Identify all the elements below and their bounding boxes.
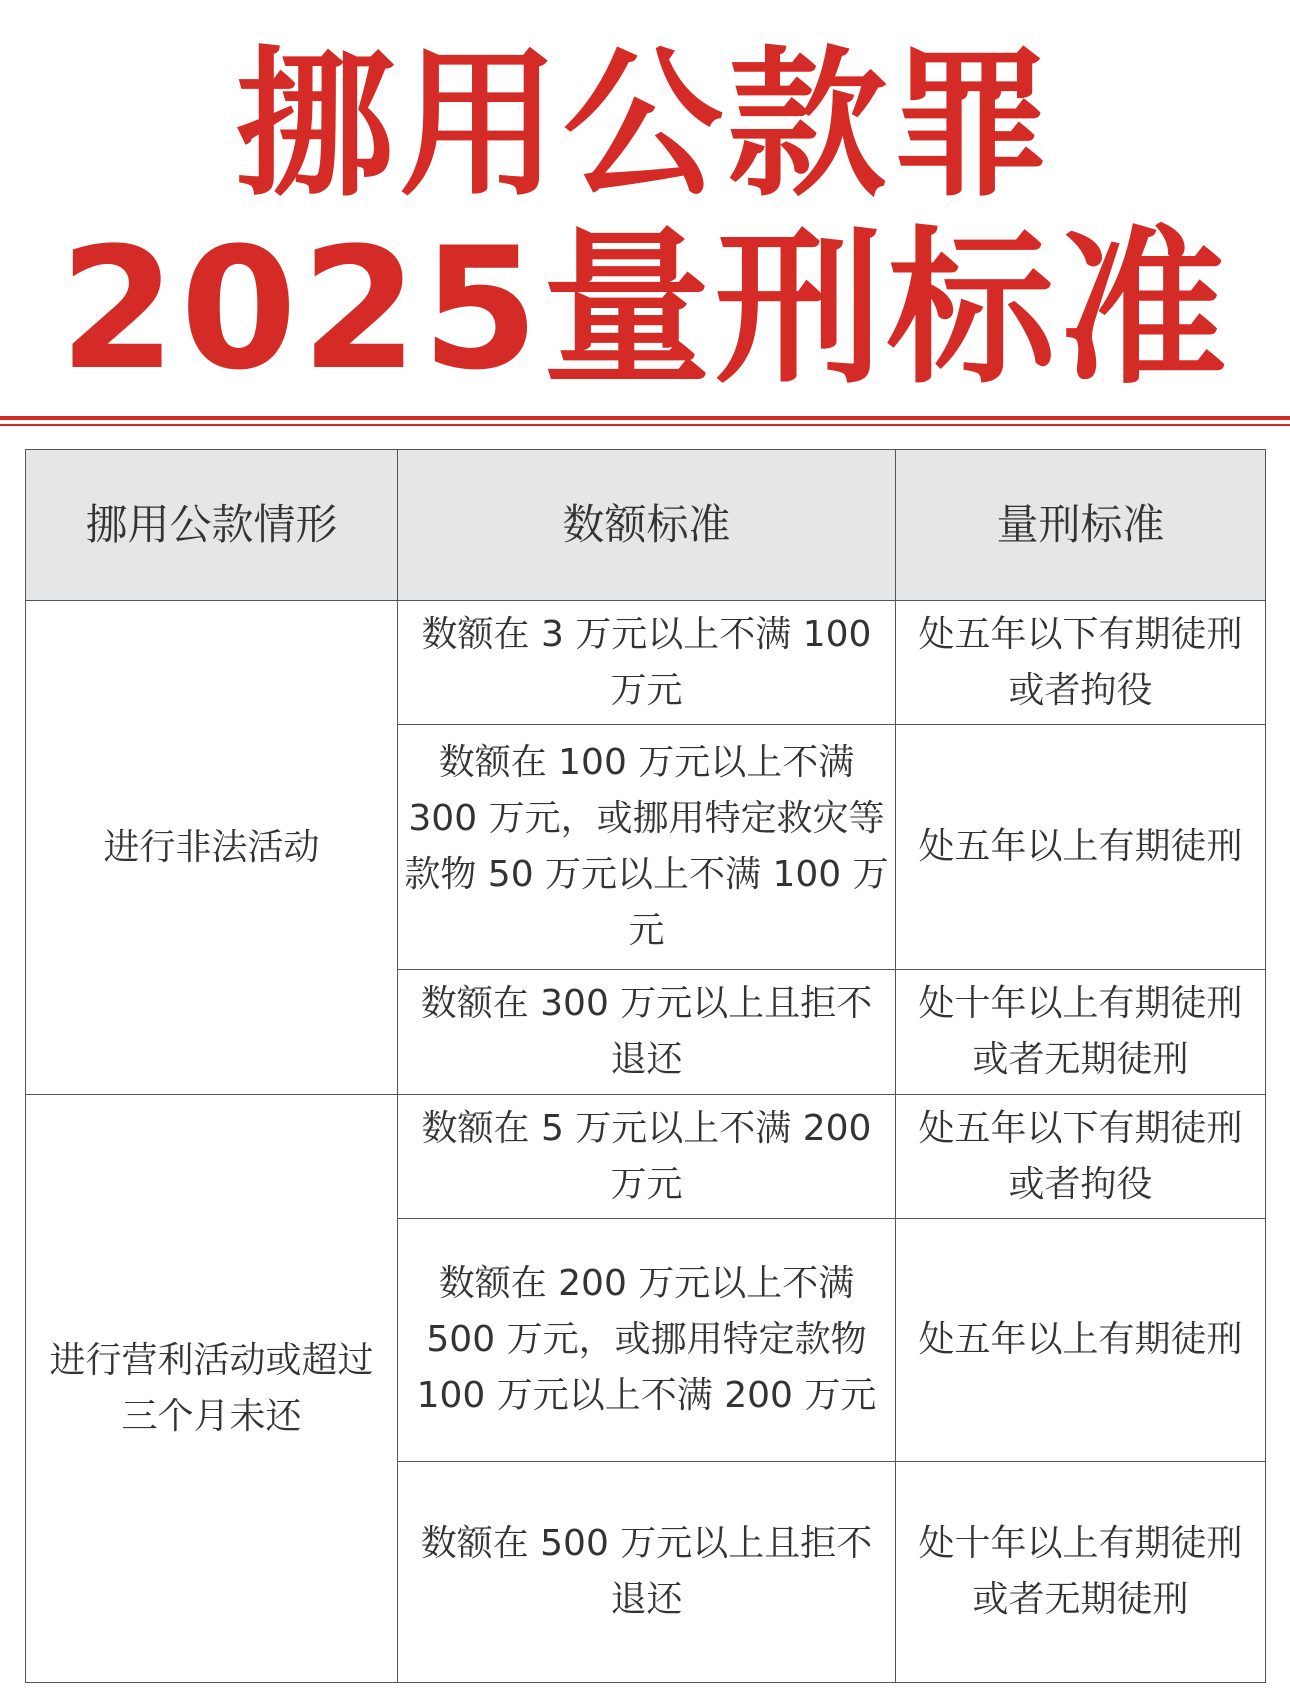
amount-cell: 数额在 300 万元以上且拒不退还 [398, 970, 896, 1095]
amount-cell: 数额在 3 万元以上不满 100 万元 [398, 601, 896, 725]
sentence-cell: 处五年以下有期徒刑或者拘役 [896, 1095, 1266, 1219]
situation-cell: 进行营利活动或超过三个月未还 [26, 1095, 398, 1683]
amount-cell: 数额在 500 万元以上且拒不退还 [398, 1462, 896, 1683]
sentence-cell: 处五年以下有期徒刑或者拘役 [896, 601, 1266, 725]
title-divider-thick [0, 416, 1290, 420]
amount-cell: 数额在 200 万元以上不满 500 万元，或挪用特定款物 100 万元以上不满 200 万元 [398, 1219, 896, 1462]
sentence-cell: 处五年以上有期徒刑 [896, 1219, 1266, 1462]
header-sentence: 量刑标准 [896, 450, 1266, 601]
header-amount: 数额标准 [398, 450, 896, 601]
amount-cell: 数额在 100 万元以上不满 300 万元，或挪用特定救灾等款物 50 万元以上不满 100 万元 [398, 725, 896, 970]
sentencing-table [25, 449, 1266, 1683]
sentence-cell: 处十年以上有期徒刑或者无期徒刑 [896, 970, 1266, 1095]
page-title-line-2: 2025量刑标准 [59, 211, 1231, 407]
page-title-line-1: 挪用公款罪 [234, 31, 1055, 218]
title-divider-thin [0, 424, 1290, 426]
situation-cell: 进行非法活动 [26, 601, 398, 1095]
sentence-cell: 处五年以上有期徒刑 [896, 725, 1266, 970]
header-situation: 挪用公款情形 [26, 450, 398, 601]
sentence-cell: 处十年以上有期徒刑或者无期徒刑 [896, 1462, 1266, 1683]
table-row [26, 601, 1266, 725]
table-header-row [26, 450, 1266, 601]
amount-cell: 数额在 5 万元以上不满 200 万元 [398, 1095, 896, 1219]
title-block [0, 0, 1290, 410]
table-row [26, 1095, 1266, 1219]
